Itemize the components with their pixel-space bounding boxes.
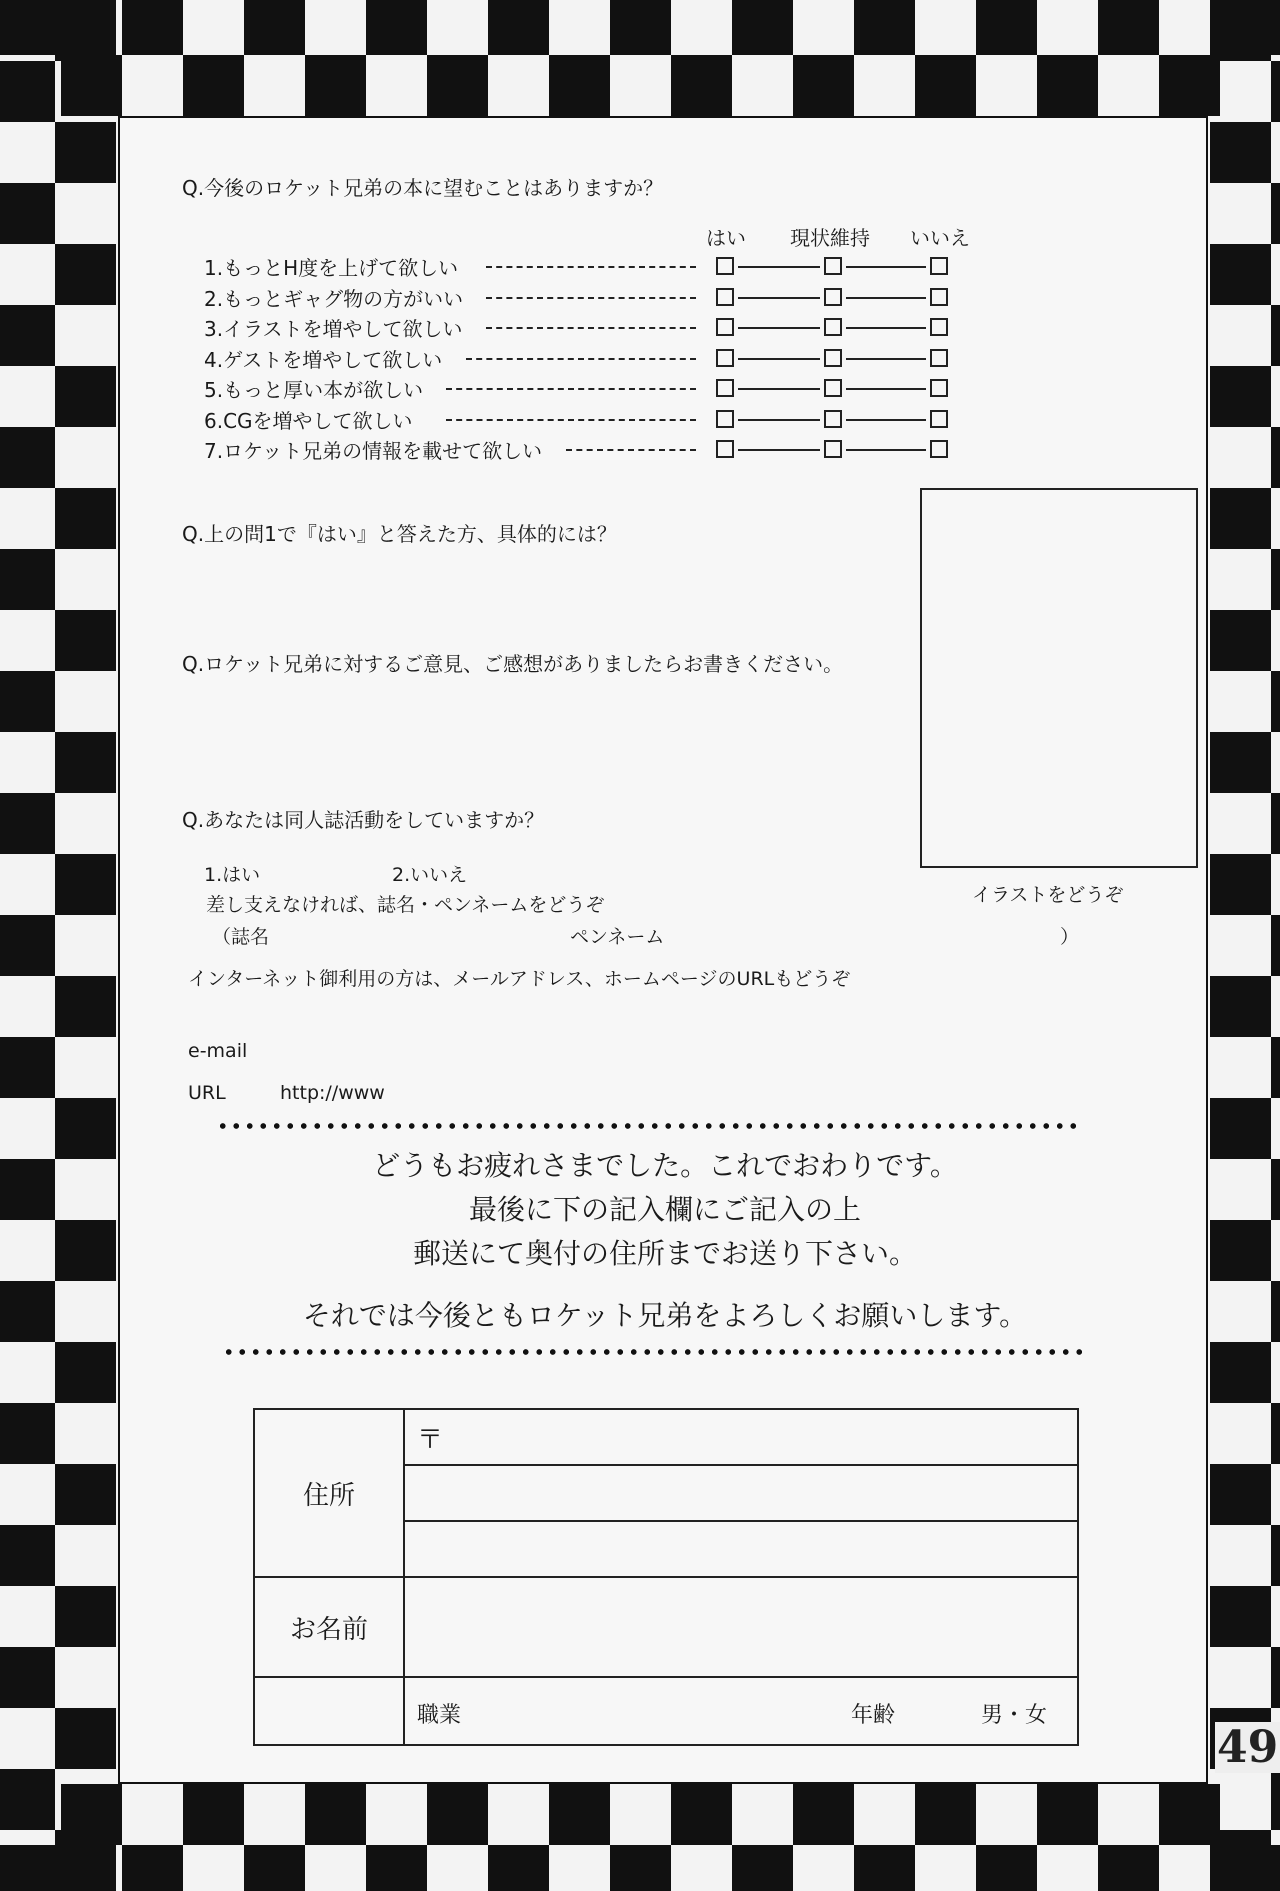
survey-item-label: 3.イラストを増やして欲しい bbox=[204, 317, 463, 341]
checkbox-yes[interactable] bbox=[716, 410, 734, 428]
leader-line bbox=[466, 358, 696, 360]
survey-item-label: 7.ロケット兄弟の情報を載せて欲しい bbox=[204, 439, 543, 463]
leader-line bbox=[486, 297, 696, 299]
connector-line bbox=[738, 297, 820, 299]
question-1: Q.今後のロケット兄弟の本に望むことはありますか？ bbox=[182, 176, 664, 200]
address-line-1[interactable] bbox=[404, 1409, 1078, 1465]
checkbox-no[interactable] bbox=[930, 379, 948, 397]
option-no[interactable]: 2.いいえ bbox=[392, 864, 468, 886]
checkbox-yes[interactable] bbox=[716, 257, 734, 275]
connector-line bbox=[846, 266, 926, 268]
connector-line bbox=[738, 388, 820, 390]
url-label: URL bbox=[188, 1082, 226, 1104]
name-label: お名前 bbox=[254, 1577, 404, 1677]
checkbox-yes[interactable] bbox=[716, 440, 734, 458]
checkbox-yes[interactable] bbox=[716, 288, 734, 306]
page-number: 49 bbox=[1217, 1722, 1279, 1773]
question-4: Q.あなたは同人誌活動をしていますか？ bbox=[182, 808, 545, 832]
email-label: e-mail bbox=[188, 1040, 248, 1062]
column-header-yes: はい bbox=[706, 226, 746, 250]
internet-note: インターネット御利用の方は、メールアドレス、ホームページのURLもどうぞ bbox=[188, 968, 851, 990]
closing-message-1: どうもお疲れさまでした。これでおわりです。 bbox=[372, 1149, 958, 1182]
closing-message-4: それでは今後ともロケット兄弟をよろしくお願いします。 bbox=[302, 1299, 1028, 1332]
column-header-no: いいえ bbox=[910, 226, 970, 250]
checkbox-yes[interactable] bbox=[716, 349, 734, 367]
connector-line bbox=[846, 388, 926, 390]
checkbox-yes[interactable] bbox=[716, 318, 734, 336]
url-prefix: http://www bbox=[280, 1082, 385, 1104]
pen-name-label: ペンネーム bbox=[570, 926, 665, 948]
name-field[interactable] bbox=[404, 1577, 1078, 1677]
illustration-box[interactable] bbox=[920, 488, 1198, 868]
survey-item-label: 5.もっと厚い本が欲しい bbox=[204, 378, 424, 402]
checkbox-maintain[interactable] bbox=[824, 379, 842, 397]
checkbox-maintain[interactable] bbox=[824, 349, 842, 367]
closing-message-3: 郵送にて奥付の住所までお送り下さい。 bbox=[412, 1237, 917, 1270]
circle-name-prompt: 差し支えなければ、誌名・ペンネームをどうぞ bbox=[206, 894, 605, 916]
connector-line bbox=[738, 266, 820, 268]
survey-item-label: 2.もっとギャグ物の方がいい bbox=[204, 286, 464, 311]
checkbox-maintain[interactable] bbox=[824, 318, 842, 336]
closing-message-2: 最後に下の記入欄にご記入の上 bbox=[468, 1193, 861, 1226]
checkbox-no[interactable] bbox=[930, 410, 948, 428]
leader-line bbox=[446, 419, 696, 421]
dotted-divider-bottom bbox=[222, 1348, 1082, 1356]
empty-label-cell bbox=[254, 1677, 404, 1745]
checkbox-maintain[interactable] bbox=[824, 410, 842, 428]
checkbox-no[interactable] bbox=[930, 257, 948, 275]
circle-name-label: （誌名 bbox=[212, 926, 270, 948]
profile-row[interactable] bbox=[404, 1677, 1078, 1745]
checkbox-maintain[interactable] bbox=[824, 288, 842, 306]
address-form bbox=[253, 1408, 1079, 1746]
close-paren: ） bbox=[1060, 926, 1080, 948]
checkbox-no[interactable] bbox=[930, 349, 948, 367]
gender-label: 男・女 bbox=[981, 1703, 1048, 1728]
survey-item-label: 6.CGを増やして欲しい bbox=[204, 408, 413, 433]
checkbox-yes[interactable] bbox=[716, 379, 734, 397]
leader-line bbox=[486, 327, 696, 329]
leader-line bbox=[446, 388, 696, 390]
dotted-divider-top bbox=[216, 1122, 1076, 1130]
connector-line bbox=[846, 358, 926, 360]
connector-line bbox=[846, 419, 926, 421]
connector-line bbox=[738, 358, 820, 360]
question-2: Q.上の問1で『はい』と答えた方、具体的には？ bbox=[182, 522, 617, 546]
connector-line bbox=[846, 449, 926, 451]
leader-line bbox=[566, 449, 696, 451]
question-3: Q.ロケット兄弟に対するご意見、ご感想がありましたらお書きください。 bbox=[182, 652, 844, 676]
age-label: 年齢 bbox=[851, 1703, 896, 1728]
address-line-2[interactable] bbox=[404, 1465, 1078, 1521]
option-yes[interactable]: 1.はい bbox=[204, 864, 261, 886]
checkbox-maintain[interactable] bbox=[824, 257, 842, 275]
connector-line bbox=[846, 327, 926, 329]
checkbox-no[interactable] bbox=[930, 288, 948, 306]
column-header-maintain: 現状維持 bbox=[790, 226, 870, 250]
checkbox-maintain[interactable] bbox=[824, 440, 842, 458]
postal-mark: 〒 bbox=[417, 1424, 444, 1455]
address-label: 住所 bbox=[254, 1409, 404, 1577]
survey-item-label: 1.もっとH度を上げて欲しい bbox=[204, 256, 459, 280]
leader-line bbox=[486, 266, 696, 268]
connector-line bbox=[738, 449, 820, 451]
occupation-label: 職業 bbox=[417, 1703, 462, 1728]
address-line-3[interactable] bbox=[404, 1521, 1078, 1577]
connector-line bbox=[738, 419, 820, 421]
illustration-caption: イラストをどうぞ bbox=[972, 884, 1124, 906]
connector-line bbox=[846, 297, 926, 299]
survey-item-label: 4.ゲストを増やして欲しい bbox=[204, 347, 443, 372]
survey-sheet bbox=[118, 116, 1208, 1784]
checkbox-no[interactable] bbox=[930, 318, 948, 336]
connector-line bbox=[738, 327, 820, 329]
checkbox-no[interactable] bbox=[930, 440, 948, 458]
